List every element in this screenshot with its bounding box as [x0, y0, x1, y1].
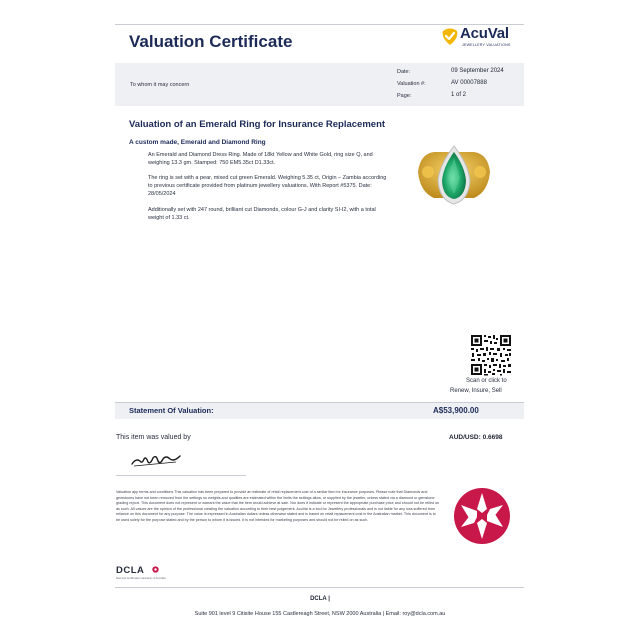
valuer-signature [130, 450, 182, 470]
page-value: 1 of 2 [451, 92, 467, 98]
terms-and-conditions: Valuation app terms and conditions This valuation has been prepared to provide an estimate of retail replacement cost of a similar item for insurance purposes. Please note that Diamonds and gemstones have not been removed from the settings so weights and qualities are estimated within the limits the settings allow, or supplied by the jeweller, unless stated via a diamond or gemstone grading report. This document does not represent or warrant the value that the item would achieve at sale. Nor does it indicate or represent the appropriate purchase price and should not be relied on as such. All values are the opinion of the professional creating the valuation according to their best judgement. AcuVal is a tool for Jewellery professionals and is not liable for any loss suffered from reliance on this document for any purpose. The value is expressed in Australian dollars unless otherwise stated and is based on retail replacement cost in the Australian market. This document is to be used solely for the purpose stated and by the person to whom it is issued. It is not intended for marketing purposes and should not be relied on as such. [116, 490, 440, 522]
addressee: To whom it may concern [130, 82, 190, 88]
statement-value: A$53,900.00 [433, 406, 479, 415]
dcla-logo-text: DCLA [116, 565, 145, 576]
footer-rule [115, 587, 524, 588]
statement-label: Statement Of Valuation: [129, 406, 214, 415]
footer-address: Suite 901 level 9 Citisite House 155 Castlereagh Street, NSW 2000 Australia | Email: roy@dcla.com.au [194, 611, 446, 617]
acuval-logo [440, 27, 530, 53]
dcla-logo [116, 565, 166, 581]
certification-emblem [453, 487, 511, 545]
item-subheading: A custom made, Emerald and Diamond Ring [129, 139, 266, 146]
date-label: Date: [397, 69, 411, 75]
footer-company: DCLA | [310, 596, 330, 602]
acuval-logo-icon [440, 27, 460, 47]
dcla-logo-subtext: Diamond Certification Laboratory of Australia [116, 577, 166, 580]
exchange-rate: AUD/USD: 0.6698 [449, 434, 503, 441]
certificate-title: Valuation Certificate [129, 32, 293, 51]
description-paragraph-2: The ring is set with a pear, mixed cut green Emerald. Weighing 5.35 ct, Origin – Zambia according to previous certificate provided from platinum jewellery valuations. With Report #5375. Date: 28/05/2024 [148, 175, 387, 197]
page-label: Page: [397, 93, 412, 99]
dcla-mark-icon [152, 566, 159, 573]
acuval-logo-subtext: JEWELLERY VALUATIONS [462, 43, 511, 47]
date-value: 09 September 2024 [451, 68, 504, 74]
qr-code[interactable] [470, 334, 512, 376]
qr-caption-line-1: Scan or click to [466, 378, 507, 384]
acuval-logo-text: AcuVal [460, 25, 509, 42]
qr-caption-line-2: Renew, Insure, Sell [450, 388, 502, 394]
description-paragraph-1: An Emerald and Diamond Dress Ring. Made of 18kt Yellow and White Gold, ring size Q, and weighing 13.3 gm. Stamped: 750 EM5.35ct D1.33ct. [148, 152, 373, 166]
valued-by-label: This item was valued by [116, 434, 191, 441]
description-paragraph-3: Additionally set with 247 round, brilliant cut Diamonds, colour G-J and clarity SI-I2, with a total weight of 1.33 ct. [148, 207, 376, 221]
signature-rule [116, 475, 246, 476]
emerald-ring-image [416, 142, 492, 212]
valuation-number-value: AV 00007888 [451, 80, 487, 86]
section-title: Valuation of an Emerald Ring for Insurance Replacement [129, 119, 386, 130]
valuation-number-label: Valuation #: [397, 81, 426, 87]
